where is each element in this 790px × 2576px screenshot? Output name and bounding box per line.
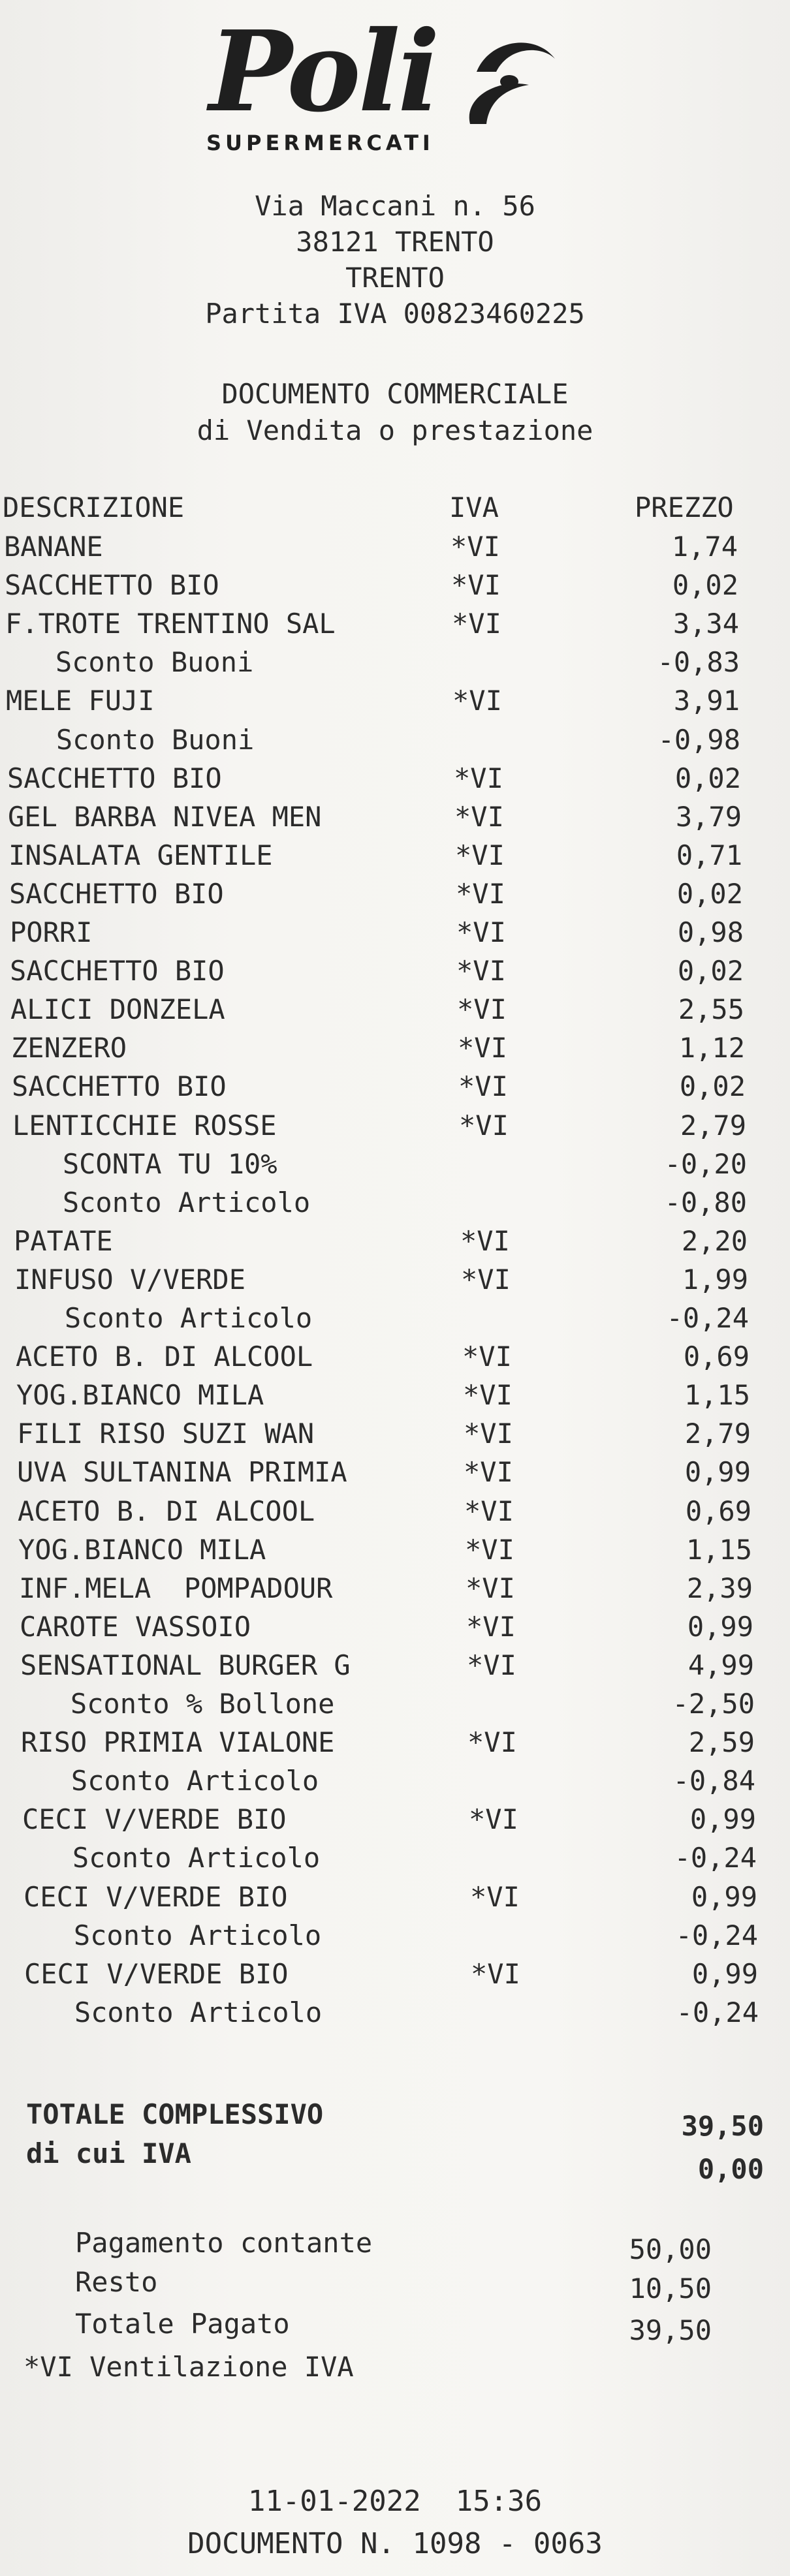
item-iva: *VI (466, 1572, 515, 1604)
item-description: SACCHETTO BIO (10, 955, 225, 987)
total-paid-value: 39,50 (629, 2314, 712, 2346)
item-iva: *VI (470, 1880, 520, 1913)
item-row (0, 1569, 790, 1608)
item-description: F.TROTE TRENTINO SAL (5, 608, 336, 640)
total-paid-label: Totale Pagato (75, 2308, 290, 2340)
item-row (0, 604, 790, 644)
item-iva: *VI (464, 1418, 513, 1450)
item-description: INFUSO V/VERDE (14, 1263, 246, 1296)
item-iva: *VI (463, 1379, 513, 1412)
item-row (0, 1955, 790, 1994)
item-row (0, 1376, 790, 1415)
item-price: 1,74 (671, 531, 738, 563)
store-address-line3: TRENTO (345, 262, 445, 294)
item-row (0, 527, 790, 566)
item-row (0, 1993, 790, 2032)
item-iva: *VI (452, 608, 501, 640)
item-row (0, 1723, 790, 1762)
item-description: INSALATA GENTILE (8, 839, 273, 871)
item-price: -0,84 (672, 1765, 755, 1797)
item-iva: *VI (460, 1224, 510, 1257)
item-iva: *VI (456, 877, 505, 910)
item-description: LENTICCHIE ROSSE (12, 1109, 277, 1141)
item-row (0, 1222, 790, 1261)
item-row (0, 952, 790, 991)
column-header-price: PREZZO (635, 491, 734, 523)
item-iva: *VI (454, 800, 504, 833)
item-row (0, 1145, 790, 1184)
item-price: 0,99 (691, 1957, 758, 1990)
item-description: RISO PRIMIA VIALONE (21, 1726, 335, 1759)
item-price: 0,69 (683, 1341, 750, 1373)
document-title: DOCUMENTO COMMERCIALE (221, 378, 569, 410)
item-iva: *VI (450, 531, 500, 563)
item-description: Sconto Articolo (13, 1186, 311, 1218)
column-header-iva: IVA (449, 491, 499, 523)
item-row (0, 1337, 790, 1376)
item-description: Sconto Articolo (25, 1996, 323, 2028)
item-price: 0,99 (684, 1456, 751, 1489)
item-row (0, 1684, 790, 1724)
item-description: ZENZERO (11, 1032, 127, 1064)
item-row (0, 681, 790, 721)
item-price: -2,50 (672, 1688, 755, 1720)
item-description: PATATE (14, 1224, 113, 1257)
item-iva: *VI (462, 1341, 512, 1373)
item-iva: *VI (454, 762, 503, 794)
item-description: Sconto Articolo (22, 1765, 319, 1797)
cash-payment-label: Pagamento contante (75, 2227, 373, 2259)
item-description: Sconto Articolo (15, 1302, 313, 1334)
item-description: Sconto Articolo (24, 1919, 322, 1951)
item-row (0, 1839, 790, 1878)
item-price: 0,99 (691, 1880, 757, 1913)
item-row (0, 798, 790, 837)
item-description: Sconto Buoni (6, 646, 254, 679)
item-iva: *VI (457, 993, 507, 1026)
item-iva: *VI (461, 1263, 511, 1296)
item-iva: *VI (455, 839, 505, 871)
item-iva: *VI (452, 685, 502, 717)
item-row (0, 643, 790, 682)
item-price: 0,99 (687, 1610, 753, 1643)
item-description: CECI V/VERDE BIO (24, 1880, 288, 1913)
item-description: BANANE (4, 531, 103, 563)
total-label: TOTALE COMPLESSIVO (26, 2098, 324, 2130)
item-price: 1,12 (678, 1032, 745, 1064)
item-row (0, 1916, 790, 1955)
cash-payment-value: 50,00 (629, 2233, 712, 2265)
item-price: 2,55 (678, 993, 744, 1026)
item-row (0, 1607, 790, 1647)
item-description: SACCHETTO BIO (5, 569, 219, 602)
item-price: 1,15 (686, 1533, 752, 1566)
item-row (0, 1530, 790, 1570)
column-header-description: DESCRIZIONE (3, 491, 185, 523)
item-description: ALICI DONZELA (10, 993, 225, 1026)
item-price: -0,24 (666, 1302, 749, 1334)
document-number: DOCUMENTO N. 1098 - 0063 (187, 2527, 603, 2560)
item-iva: *VI (456, 916, 506, 948)
item-row (0, 1183, 790, 1222)
item-price: 0,71 (676, 839, 742, 871)
logo-subtitle: SUPERMERCATI (206, 131, 434, 155)
item-row (0, 913, 790, 952)
item-row (0, 1299, 790, 1338)
item-price: 0,98 (677, 916, 744, 948)
item-description: YOG.BIANCO MILA (18, 1533, 266, 1566)
item-price: 0,02 (672, 569, 738, 602)
item-row (0, 990, 790, 1029)
document-subtitle: di Vendita o prestazione (197, 414, 593, 446)
logo-swirl-icon (457, 33, 561, 131)
vat-label: di cui IVA (26, 2137, 191, 2169)
item-row (0, 1029, 790, 1068)
item-row (0, 1492, 790, 1531)
item-price: 2,39 (686, 1572, 753, 1604)
item-iva: *VI (451, 569, 501, 602)
item-description: SACCHETTO BIO (9, 877, 224, 910)
item-iva: *VI (467, 1726, 517, 1759)
item-description: INF.MELA POMPADOUR (19, 1572, 333, 1604)
item-description: Sconto Articolo (23, 1842, 321, 1874)
item-price: 0,02 (676, 877, 743, 910)
item-row (0, 1067, 790, 1106)
item-description: MELE FUJI (6, 685, 155, 717)
item-price: 0,02 (679, 1070, 746, 1103)
item-price: 0,02 (674, 762, 741, 794)
item-row (0, 875, 790, 914)
logo-wordmark: Poli (209, 7, 437, 137)
item-price: -0,24 (675, 1919, 758, 1951)
item-price: 0,02 (677, 955, 744, 987)
item-row (0, 1761, 790, 1801)
item-price: 2,20 (681, 1224, 748, 1257)
item-price: -0,20 (664, 1147, 747, 1180)
item-price: -0,24 (676, 1996, 759, 2028)
item-description: CECI V/VERDE BIO (22, 1803, 287, 1836)
item-row (0, 1800, 790, 1839)
item-iva: *VI (464, 1456, 513, 1489)
vat-value: 0,00 (697, 2153, 764, 2185)
vat-ventilation-note: *VI Ventilazione IVA (24, 2351, 354, 2383)
item-description: UVA SULTANINA PRIMIA (17, 1456, 347, 1489)
item-iva: *VI (456, 955, 506, 987)
item-row (0, 1646, 790, 1685)
item-description: SACCHETTO BIO (12, 1070, 227, 1103)
item-description: SENSATIONAL BURGER G (20, 1649, 351, 1681)
item-iva: *VI (464, 1495, 514, 1527)
item-price: 1,99 (682, 1263, 748, 1296)
total-value: 39,50 (681, 2110, 764, 2142)
receipt-datetime: 11-01-2022 15:36 (247, 2485, 543, 2518)
store-vat-number: Partita IVA 00823460225 (205, 298, 585, 330)
change-label: Resto (75, 2266, 158, 2298)
item-price: 4,99 (687, 1649, 754, 1681)
item-row (0, 1878, 790, 1917)
item-description: PORRI (10, 916, 93, 948)
item-description: CAROTE VASSOIO (20, 1610, 251, 1643)
item-description: GEL BARBA NIVEA MEN (8, 800, 322, 833)
item-row (0, 759, 790, 798)
item-description: ACETO B. DI ALCOOL (16, 1341, 313, 1373)
item-iva: *VI (465, 1533, 514, 1566)
item-row (0, 836, 790, 875)
item-iva: *VI (469, 1803, 518, 1836)
item-row (0, 1106, 790, 1145)
change-value: 10,50 (629, 2273, 712, 2304)
item-price: 3,79 (675, 800, 742, 833)
item-price: 2,79 (684, 1418, 751, 1450)
item-iva: *VI (467, 1649, 516, 1681)
item-description: CECI V/VERDE BIO (24, 1957, 289, 1990)
item-price: 1,15 (684, 1379, 750, 1412)
item-iva: *VI (471, 1957, 520, 1990)
item-price: 3,34 (672, 608, 739, 640)
item-iva: *VI (466, 1610, 516, 1643)
item-iva: *VI (458, 1070, 508, 1103)
store-address-line1: Via Maccani n. 56 (255, 190, 535, 222)
item-iva: *VI (458, 1032, 507, 1064)
item-price: -0,83 (657, 646, 740, 679)
item-price: -0,80 (664, 1186, 747, 1218)
store-address-line2: 38121 TRENTO (296, 226, 494, 258)
item-iva: *VI (459, 1109, 509, 1141)
item-row (0, 566, 790, 605)
item-description: FILI RISO SUZI WAN (17, 1418, 315, 1450)
item-description: Sconto Buoni (7, 723, 255, 756)
item-description: ACETO B. DI ALCOOL (18, 1495, 315, 1527)
item-price: 2,59 (688, 1726, 755, 1759)
item-description: YOG.BIANCO MILA (16, 1379, 264, 1412)
item-row (0, 1453, 790, 1492)
item-price: 0,69 (685, 1495, 751, 1527)
item-price: -0,24 (674, 1842, 757, 1874)
item-price: 0,99 (689, 1803, 756, 1836)
item-row (0, 721, 790, 760)
item-price: 2,79 (680, 1109, 746, 1141)
item-description: SACCHETTO BIO (7, 762, 222, 794)
item-price: -0,98 (657, 723, 740, 756)
item-description: SCONTA TU 10% (13, 1147, 277, 1180)
item-row (0, 1260, 790, 1299)
item-row (0, 1414, 790, 1453)
item-description: Sconto % Bollone (21, 1688, 335, 1720)
store-logo (196, 7, 561, 163)
item-price: 3,91 (673, 685, 740, 717)
